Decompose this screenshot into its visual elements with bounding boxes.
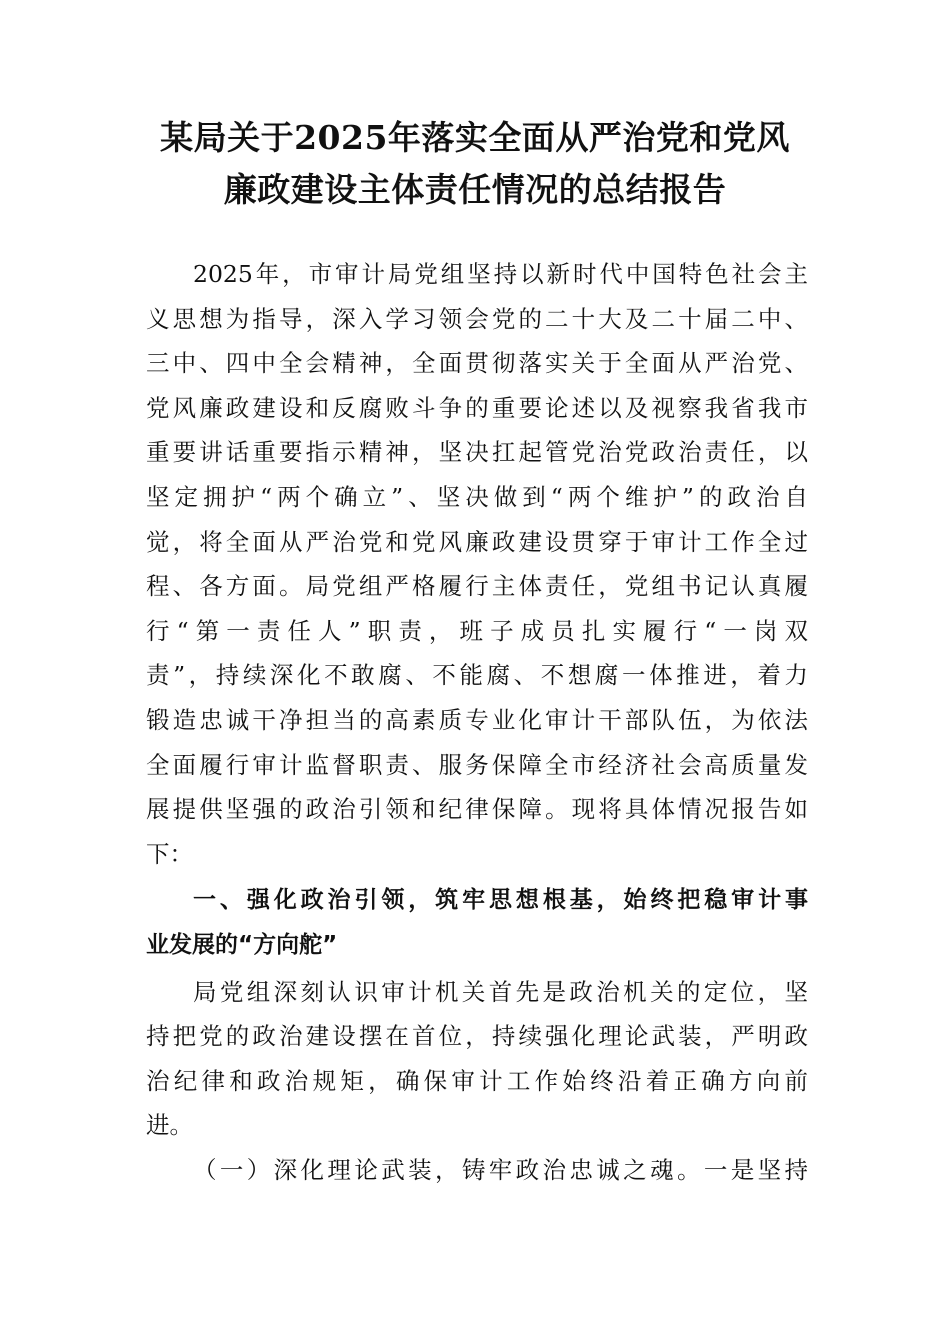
intro-paragraph [146, 252, 808, 876]
document-title [120, 112, 830, 216]
heading-line: 一、强化政治引领，筑牢思想根基，始终把稳审计事 [193, 887, 808, 914]
paragraph-line: 展提供坚强的政治引领和纪律保障。现将具体情况报告如 [146, 795, 808, 824]
subsection-1-paragraph [146, 1148, 808, 1193]
paragraph-line: 义思想为指导，深入学习领会党的二十大及二十届二中、 [146, 304, 808, 333]
paragraph-line: 锻造忠诚干净担当的高素质专业化审计干部队伍，为依法 [146, 705, 808, 734]
paragraph-line: 进。 [146, 1111, 193, 1140]
paragraph-line: 2025年，市审计局党组坚持以新时代中国特色社会主 [193, 260, 808, 288]
paragraph-line: 程、各方面。局党组严格履行主体责任，党组书记认真履 [146, 572, 808, 601]
section-1-paragraph [146, 970, 808, 1148]
paragraph-line: 持把党的政治建设摆在首位，持续强化理论武装，严明政 [146, 1022, 808, 1051]
paragraph-line: 责”，持续深化不敢腐、不能腐、不想腐一体推进，着力 [146, 661, 808, 690]
paragraph-line: 三中、四中全会精神，全面贯彻落实关于全面从严治党、 [146, 349, 808, 378]
paragraph-line: 局党组深刻认识审计机关首先是政治机关的定位，坚 [193, 977, 808, 1006]
paragraph-line: （一）深化理论武装，铸牢政治忠诚之魂。一是坚持 [193, 1155, 808, 1184]
paragraph-line: 觉，将全面从严治党和党风廉政建设贯穿于审计工作全过 [146, 527, 808, 556]
title-line-2: 廉政建设主体责任情况的总结报告 [223, 170, 727, 209]
paragraph-line: 治纪律和政治规矩，确保审计工作始终沿着正确方向前 [146, 1066, 808, 1095]
paragraph-line: 行“第一责任人”职责，班子成员扎实履行“一岗双 [146, 616, 808, 645]
section-heading-1 [146, 878, 808, 967]
paragraph-line: 重要讲话重要指示精神，坚决扛起管党治党政治责任，以 [146, 438, 808, 467]
paragraph-line: 坚定拥护“两个确立”、坚决做到“两个维护”的政治自 [146, 482, 808, 511]
paragraph-line: 全面履行审计监督职责、服务保障全市经济社会高质量发 [146, 750, 808, 779]
paragraph-line: 下： [146, 839, 193, 868]
document-body [146, 252, 808, 1192]
title-line-1: 某局关于2025年落实全面从严治党和党风 [160, 118, 790, 157]
paragraph-line: 党风廉政建设和反腐败斗争的重要论述以及视察我省我市 [146, 393, 808, 422]
heading-line: 业发展的“方向舵” [146, 931, 338, 958]
